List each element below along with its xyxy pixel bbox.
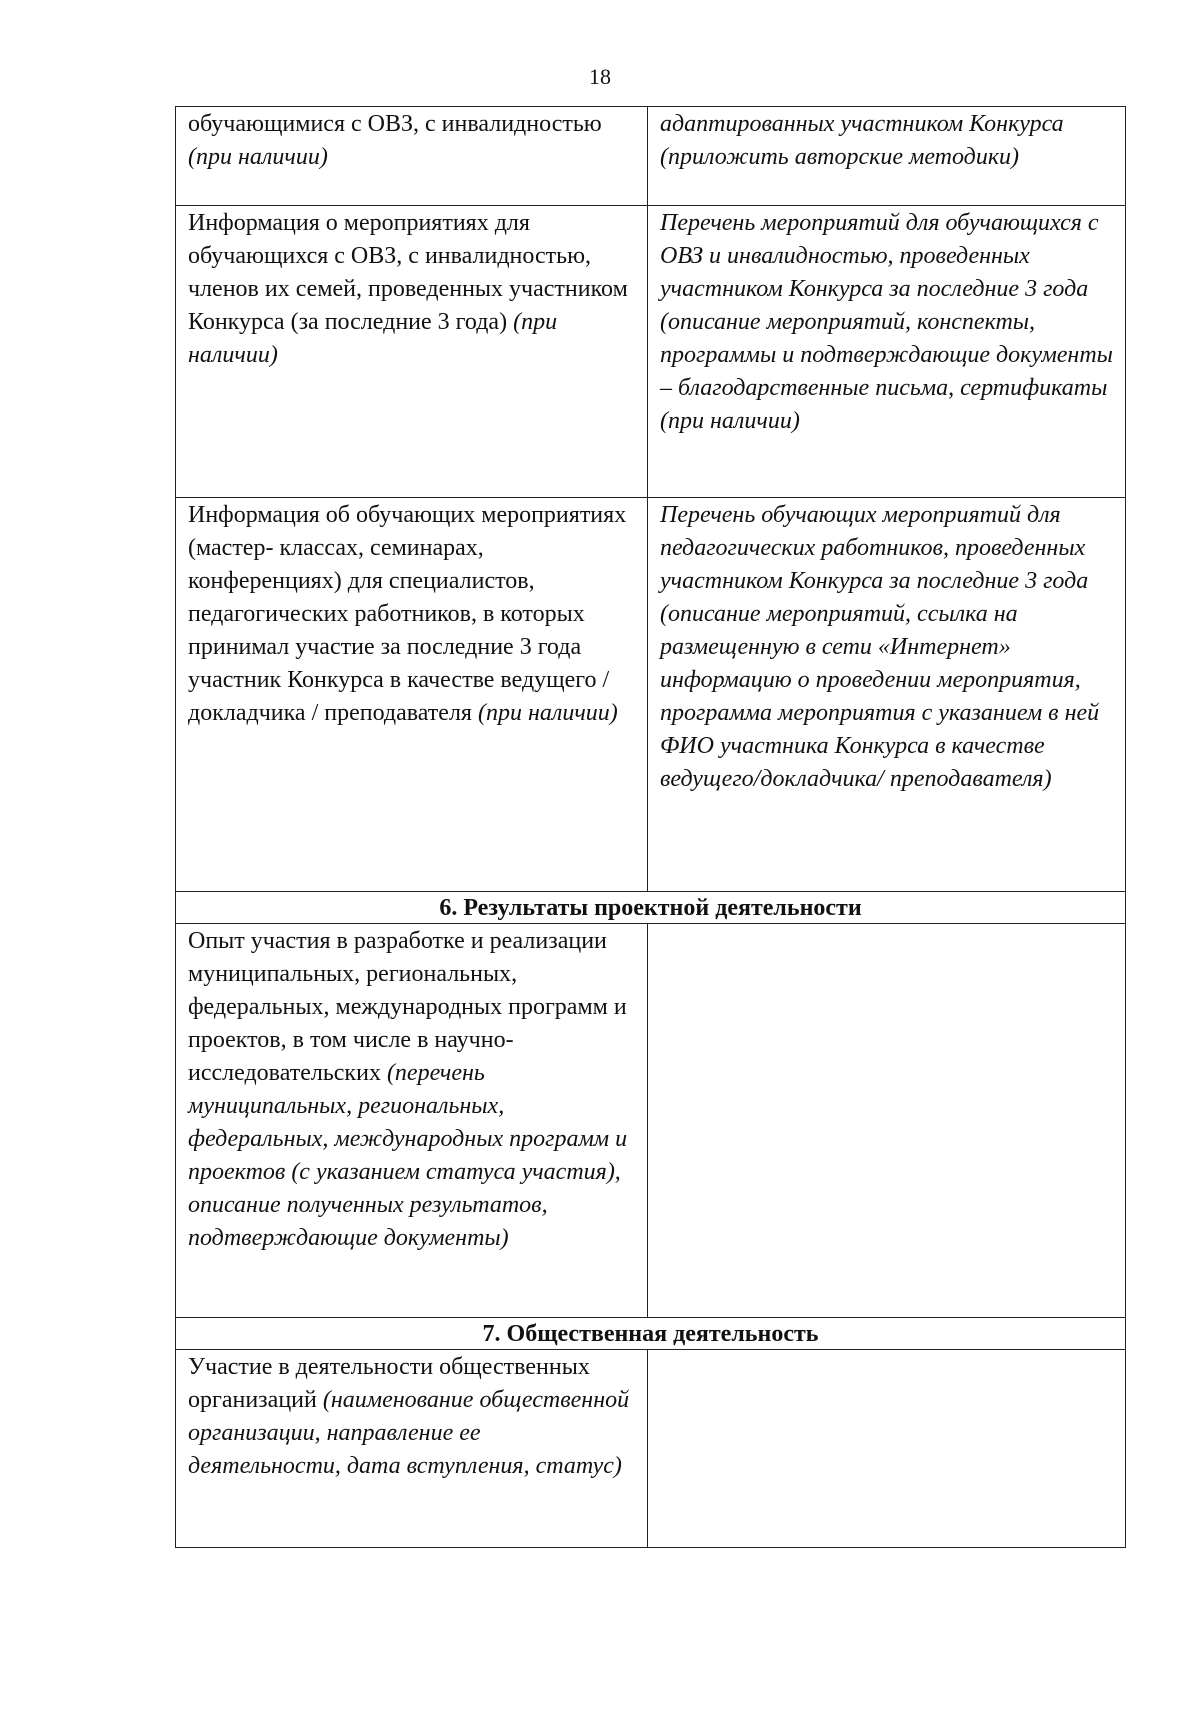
criterion-text: Информация о мероприятиях для обучающихся с ОВЗ, с инвалидностью, членов их семей, проведенных участником Конкурса (за последние 3 года) [188, 210, 628, 335]
table-row [176, 107, 1126, 206]
page-number: 18 [589, 64, 611, 89]
section-header-row [176, 892, 1126, 924]
empty-evidence-cell [648, 1350, 1126, 1548]
evidence-text: Перечень мероприятий для обучающихся с ОВЗ и инвалидностью, проведенных участником Конкурса за последние 3 года (описание мероприятий, конспекты, программы и подтверждающие документы – благодарственные письма, сертификаты (при наличии) [660, 210, 1113, 434]
table-row [176, 1350, 1126, 1548]
criterion-text: Опыт участия в разработке и реализации муниципальных, региональных, федеральных, международных программ и проектов, в том числе в научно-исследовательских [188, 928, 627, 1086]
criterion-note: (перечень муниципальных, региональных, федеральных, международных программ и проектов (с указанием статуса участия), описание полученных результатов, подтверждающие документы) [188, 1060, 628, 1251]
criterion-text: Участие в деятельности общественных организаций [188, 1354, 590, 1413]
requirements-table [175, 106, 1126, 1548]
criterion-note: (при наличии) [477, 700, 618, 726]
evidence-text: Перечень обучающих мероприятий для педагогических работников, проведенных участником Конкурса за последние 3 года (описание мероприятий, ссылка на размещенную в сети «Интернет» информацию о проведении мероприятия, программа мероприятия с указанием в ней ФИО участника Конкурса в качестве ведущего/докладчика/ преподавателя) [660, 502, 1100, 792]
section-header-row [176, 1318, 1126, 1350]
evidence-text: адаптированных участником Конкурса (приложить авторские методики) [660, 111, 1064, 170]
criterion-cell [176, 924, 648, 1318]
criterion-text: Информация об обучающих мероприятиях (мастер- классах, семинарах, конференциях) для специалистов, педагогических работников, в которых принимал участие за последние 3 года участник Конкурса в качестве ведущего / докладчика / преподавателя [188, 502, 627, 726]
criterion-note: (наименование общественной организации, направление ее деятельности, дата вступления, статус) [188, 1387, 630, 1479]
criterion-note: (при наличии) [188, 309, 558, 368]
section-title-6: 6. Результаты проектной деятельности [176, 892, 1126, 924]
section-title-7: 7. Общественная деятельность [176, 1318, 1126, 1350]
table-row [176, 498, 1126, 892]
criterion-text: обучающимися с ОВЗ, с инвалидностью [188, 111, 602, 137]
evidence-cell [648, 206, 1126, 498]
criterion-cell [176, 498, 648, 892]
evidence-cell [648, 498, 1126, 892]
evidence-cell [648, 107, 1126, 206]
criterion-cell [176, 1350, 648, 1548]
empty-evidence-cell [648, 924, 1126, 1318]
table-row [176, 924, 1126, 1318]
table-row [176, 206, 1126, 498]
criterion-note: (при наличии) [188, 144, 328, 170]
criterion-cell [176, 206, 648, 498]
criterion-cell [176, 107, 648, 206]
